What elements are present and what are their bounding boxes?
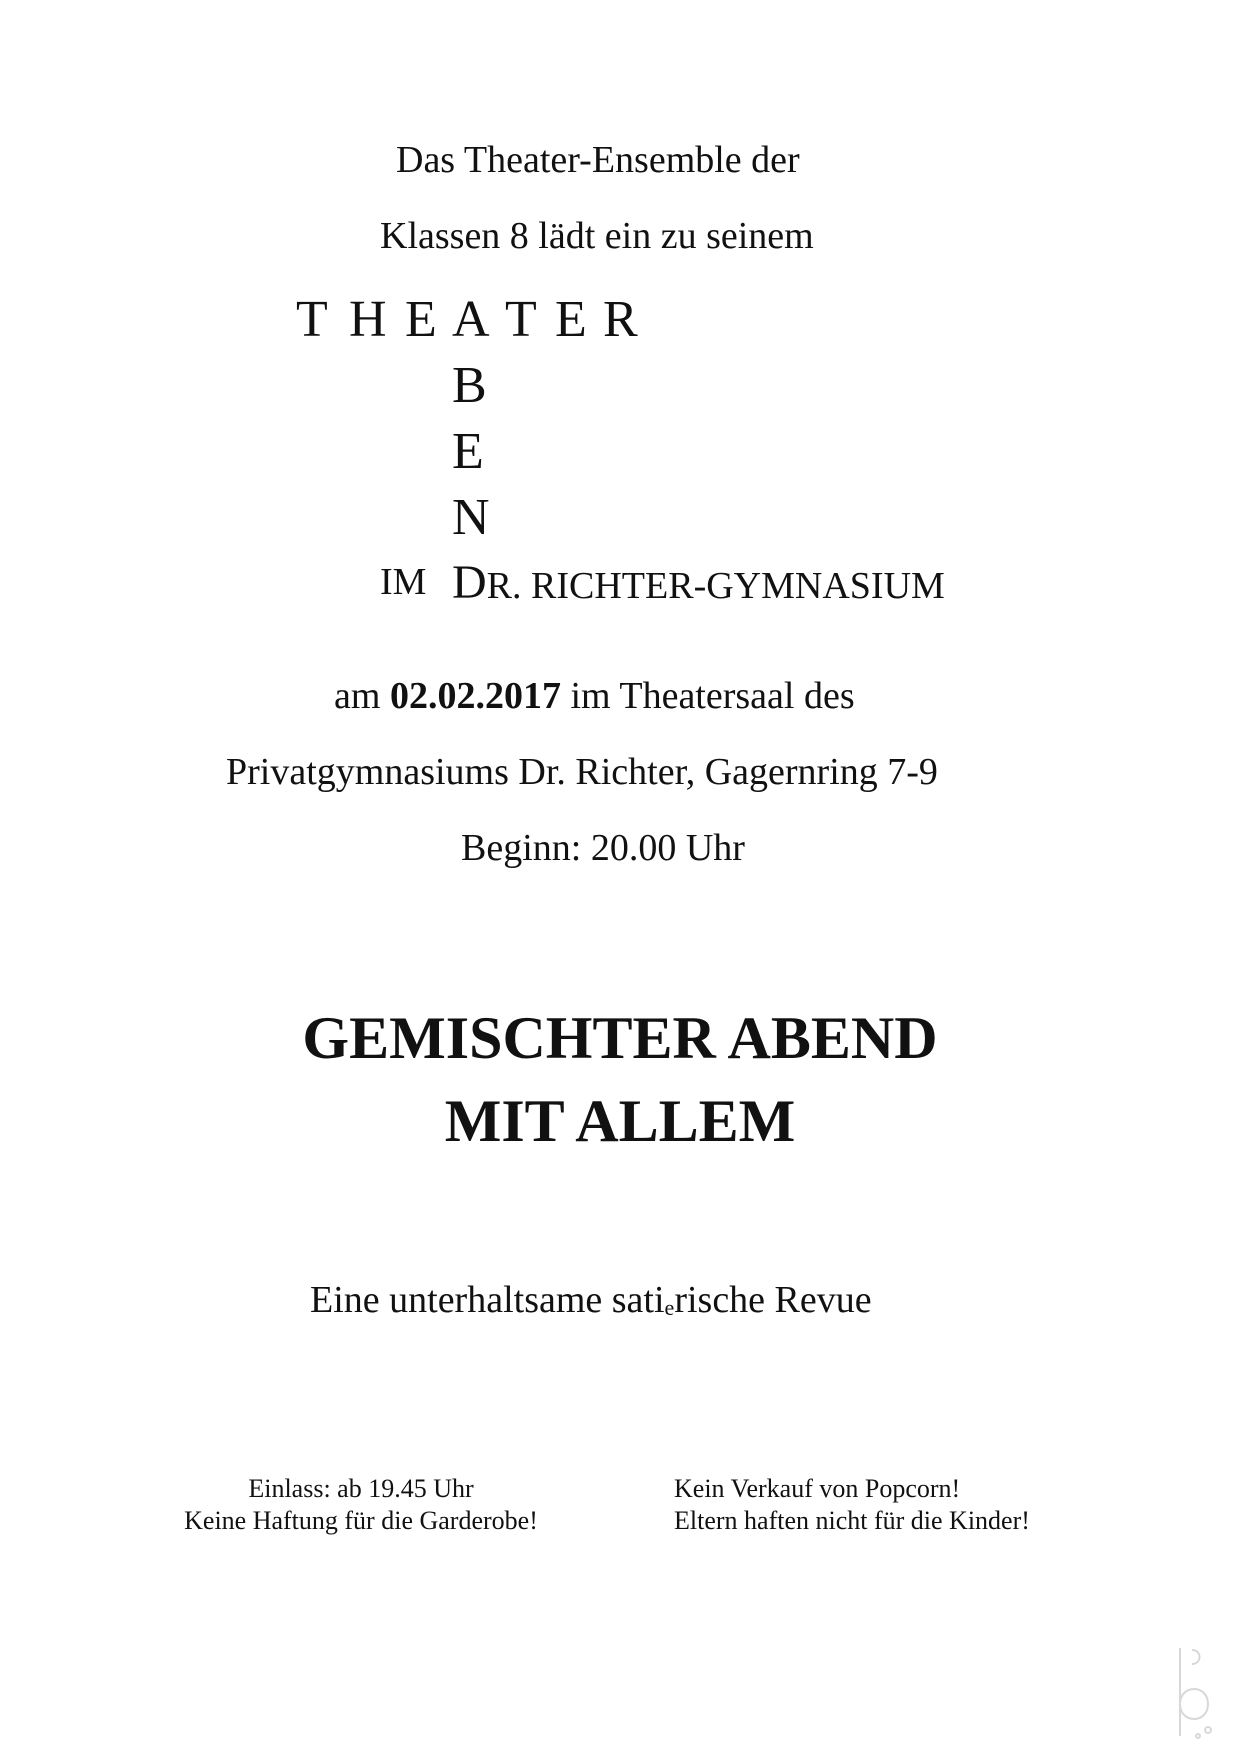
note-popcorn: Kein Verkauf von Popcorn! [674, 1474, 961, 1503]
start-time: Beginn: 20.00 Uhr [461, 827, 745, 869]
cross-letter: T [296, 291, 328, 348]
note-entry-time: Einlass: ab 19.45 Uhr [248, 1474, 474, 1503]
school-initial: D [452, 556, 487, 609]
cross-letter: E [405, 291, 437, 348]
school-rest: R. RICHTER-GYMNASIUM [486, 565, 945, 607]
intro-line-1: Das Theater-Ensemble der [396, 139, 800, 181]
school-name [452, 555, 945, 610]
cross-letter: E [555, 291, 587, 348]
date-prefix: am [334, 675, 390, 717]
cross-letter: H [349, 291, 387, 348]
subtitle [310, 1278, 872, 1322]
subtitle-part-1: Eine unterhaltsame sati [310, 1279, 665, 1321]
note-parents: Eltern haften nicht für die Kinder! [674, 1506, 1030, 1535]
subtitle-part-2: rische Revue [674, 1279, 872, 1321]
address-line: Privatgymnasiums Dr. Richter, Gagernring 7-9 [226, 751, 938, 793]
note-cloakroom: Keine Haftung für die Garderobe! [184, 1506, 538, 1535]
date-line [334, 674, 855, 718]
date-suffix: im Theatersaal des [560, 675, 855, 717]
school-line [380, 560, 426, 604]
im-label: IM [380, 561, 427, 603]
corner-logo-icon [1162, 1640, 1218, 1744]
cross-letter: B [452, 357, 487, 414]
cross-letter: A [452, 291, 490, 348]
title-line-1: GEMISCHTER ABEND [302, 1005, 938, 1071]
intro-line-2: Klassen 8 lädt ein zu seinem [380, 215, 814, 257]
cross-letter: R [603, 291, 638, 348]
title-line-2: MIT ALLEM [444, 1088, 796, 1154]
cross-letter: N [452, 489, 490, 546]
subtitle-small-e: e [664, 1295, 675, 1320]
cross-letter: E [452, 423, 484, 480]
event-date: 02.02.2017 [389, 675, 561, 717]
cross-letter: T [505, 291, 537, 348]
